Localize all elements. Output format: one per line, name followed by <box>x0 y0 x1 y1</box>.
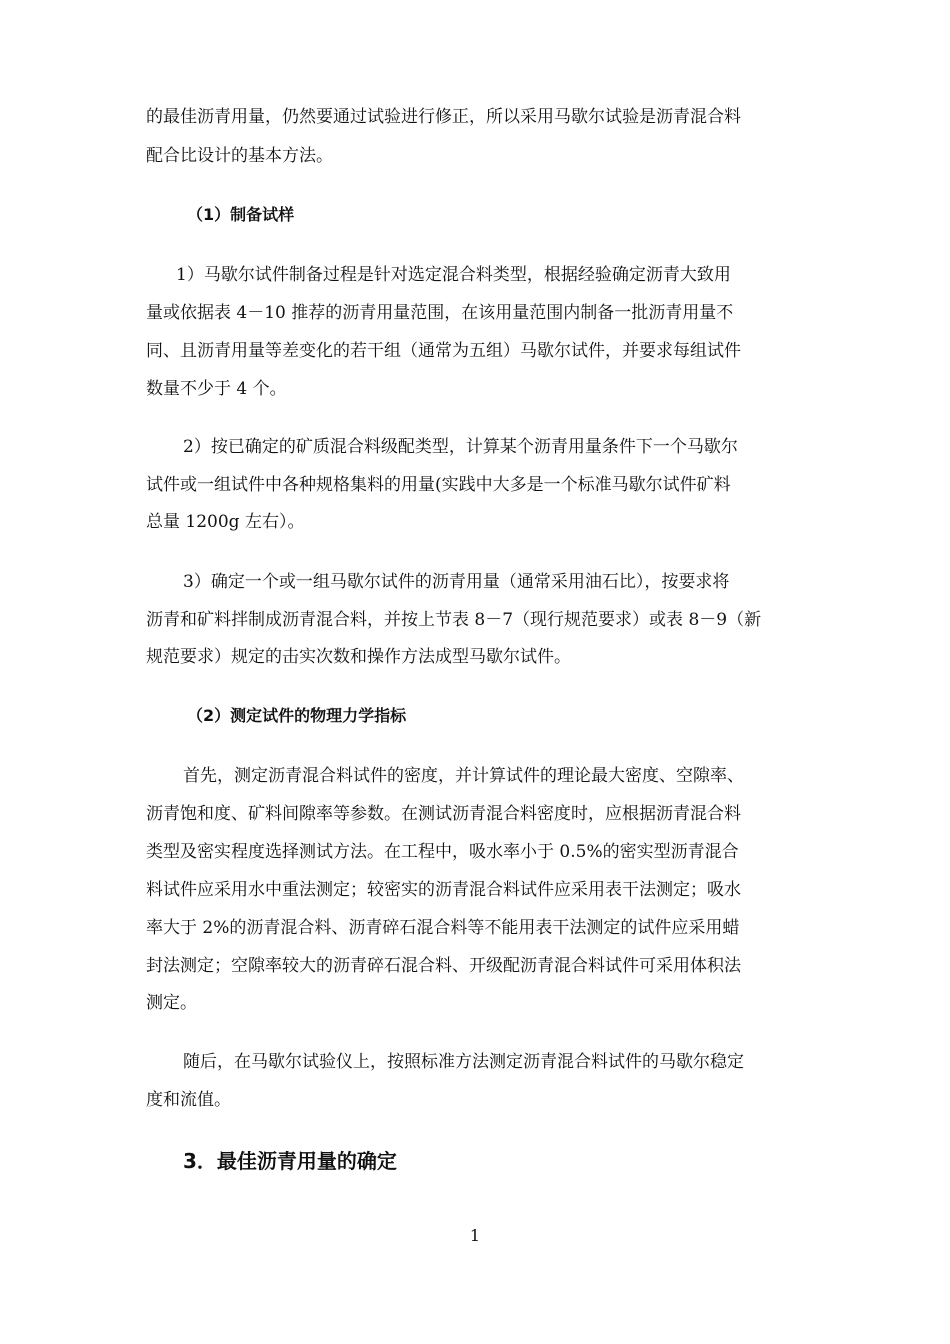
measure-line-7: 测定。 <box>146 993 197 1013</box>
marshall-line-1: 随后，在马歇尔试验仪上，按照标准方法测定沥青混合料试件的马歇尔稳定 <box>183 1052 744 1072</box>
page-number: 1 <box>469 1226 481 1245</box>
marshall-line-2: 度和流值。 <box>146 1090 231 1110</box>
subheading-prepare-specimens: （1）制备试样 <box>187 205 295 224</box>
step3-line-3: 规范要求）规定的击实次数和操作方法成型马歇尔试件。 <box>146 647 571 667</box>
step2-line-2: 试件或一组试件中各种规格集料的用量(实践中大多是一个标准马歇尔试件矿料 <box>146 475 731 495</box>
measure-line-2: 沥青饱和度、矿料间隙率等参数。在测试沥青混合料密度时，应根据沥青混合料 <box>146 804 741 824</box>
intro-line-1: 的最佳沥青用量，仍然要通过试验进行修正，所以采用马歇尔试验是沥青混合料 <box>146 107 741 127</box>
measure-line-1: 首先，测定沥青混合料试件的密度，并计算试件的理论最大密度、空隙率、 <box>183 766 744 786</box>
measure-line-6: 封法测定；空隙率较大的沥青碎石混合料、开级配沥青混合料试件可采用体积法 <box>146 956 741 976</box>
step1-line-2: 量或依据表 4－10 推荐的沥青用量范围，在该用量范围内制备一批沥青用量不 <box>146 303 734 323</box>
measure-line-3: 类型及密实程度选择测试方法。在工程中，吸水率小于 0.5%的密实型沥青混合 <box>146 842 739 862</box>
step1-line-1: 1）马歇尔试件制备过程是针对选定混合料类型，根据经验确定沥青大致用 <box>176 265 731 285</box>
measure-line-5: 率大于 2%的沥青混合料、沥青碎石混合料等不能用表干法测定的试件应采用蜡 <box>146 918 740 938</box>
step2-line-1: 2）按已确定的矿质混合料级配类型，计算某个沥青用量条件下一个马歇尔 <box>183 437 738 457</box>
step3-line-2: 沥青和矿料拌制成沥青混合料，并按上节表 8－7（现行规范要求）或表 8－9（新 <box>146 610 762 630</box>
step3-line-1: 3）确定一个或一组马歇尔试件的沥青用量（通常采用油石比），按要求将 <box>183 572 730 592</box>
subheading-measure-indices: （2）测定试件的物理力学指标 <box>187 706 407 725</box>
measure-line-4: 料试件应采用水中重法测定；较密实的沥青混合料试件应采用表干法测定；吸水 <box>146 880 741 900</box>
intro-line-2: 配合比设计的基本方法。 <box>146 146 333 166</box>
step2-line-3: 总量 1200g 左右）。 <box>146 512 305 532</box>
section-heading-optimal-asphalt-content: 3．最佳沥青用量的确定 <box>183 1149 397 1173</box>
step1-line-3: 同、且沥青用量等差变化的若干组（通常为五组）马歇尔试件，并要求每组试件 <box>146 341 741 361</box>
step1-line-4: 数量不少于 4 个。 <box>146 379 287 399</box>
